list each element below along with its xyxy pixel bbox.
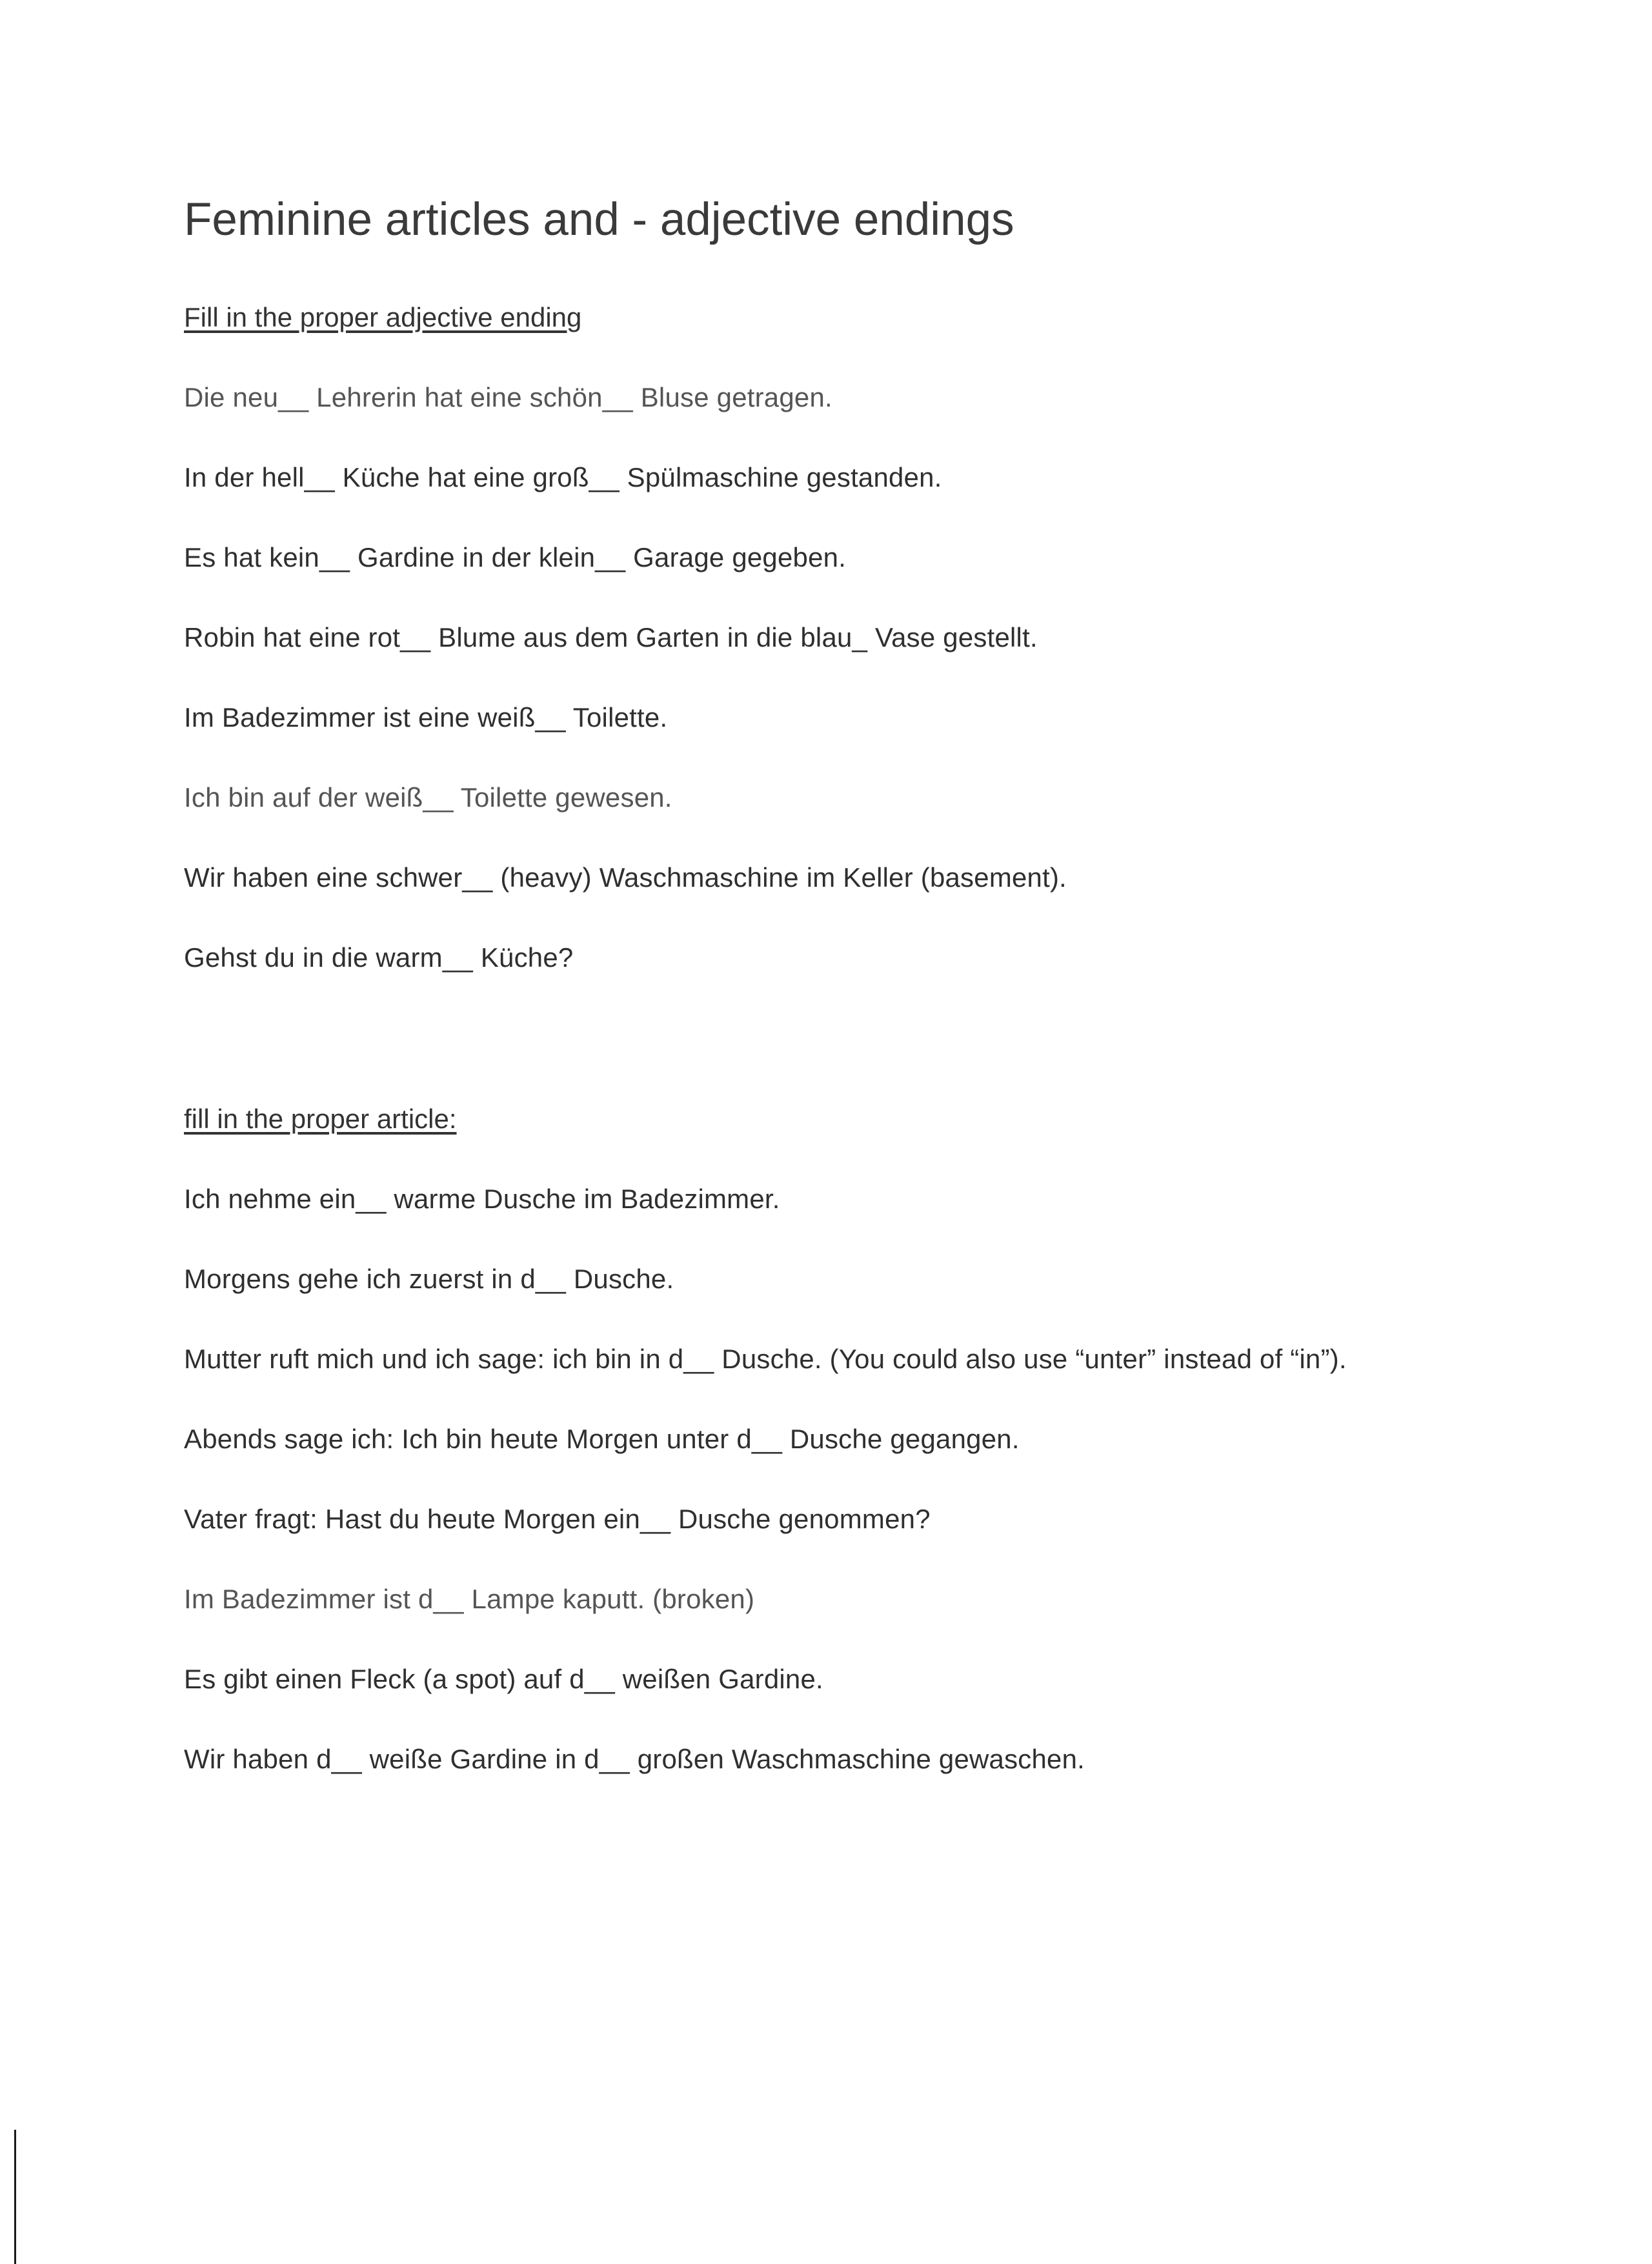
- section-heading-articles: fill in the proper article:: [184, 1104, 457, 1134]
- exercise-sentence: Robin hat eine rot__ Blume aus dem Garten in die blau_ Vase gestellt.: [184, 622, 1038, 652]
- exercise-sentence: Es gibt einen Fleck (a spot) auf d__ weißen Gardine.: [184, 1664, 823, 1694]
- exercise-sentence: Wir haben eine schwer__ (heavy) Waschmaschine im Keller (basement).: [184, 862, 1067, 893]
- section-heading-adjective-endings: Fill in the proper adjective ending: [184, 302, 582, 332]
- exercise-sentence: In der hell__ Küche hat eine groß__ Spülmaschine gestanden.: [184, 462, 942, 492]
- exercise-sentence: Mutter ruft mich und ich sage: ich bin in d__ Dusche. (You could also use “unter” instead of “in”).: [184, 1344, 1347, 1374]
- exercise-sentence: Morgens gehe ich zuerst in d__ Dusche.: [184, 1264, 674, 1294]
- exercise-sentence: Abends sage ich: Ich bin heute Morgen unter d__ Dusche gegangen.: [184, 1424, 1020, 1454]
- exercise-sentence: Wir haben d__ weiße Gardine in d__ großen Waschmaschine gewaschen.: [184, 1744, 1085, 1774]
- exercise-sentence: Es hat kein__ Gardine in der klein__ Garage gegeben.: [184, 542, 847, 572]
- exercise-sentence: Ich nehme ein__ warme Dusche im Badezimmer.: [184, 1184, 780, 1214]
- exercise-sentence: Gehst du in die warm__ Küche?: [184, 942, 574, 973]
- exercise-sentence: Vater fragt: Hast du heute Morgen ein__ Dusche genommen?: [184, 1504, 931, 1534]
- scan-margin-line: [14, 2130, 16, 2264]
- exercise-sentence: Im Badezimmer ist eine weiß__ Toilette.: [184, 702, 668, 733]
- exercise-sentence: Die neu__ Lehrerin hat eine schön__ Bluse getragen.: [184, 382, 832, 412]
- exercise-sentence: Ich bin auf der weiß__ Toilette gewesen.: [184, 782, 672, 813]
- page-title: Feminine articles and - adjective endings: [184, 194, 1014, 245]
- exercise-sentence: Im Badezimmer ist d__ Lampe kaputt. (broken): [184, 1584, 755, 1614]
